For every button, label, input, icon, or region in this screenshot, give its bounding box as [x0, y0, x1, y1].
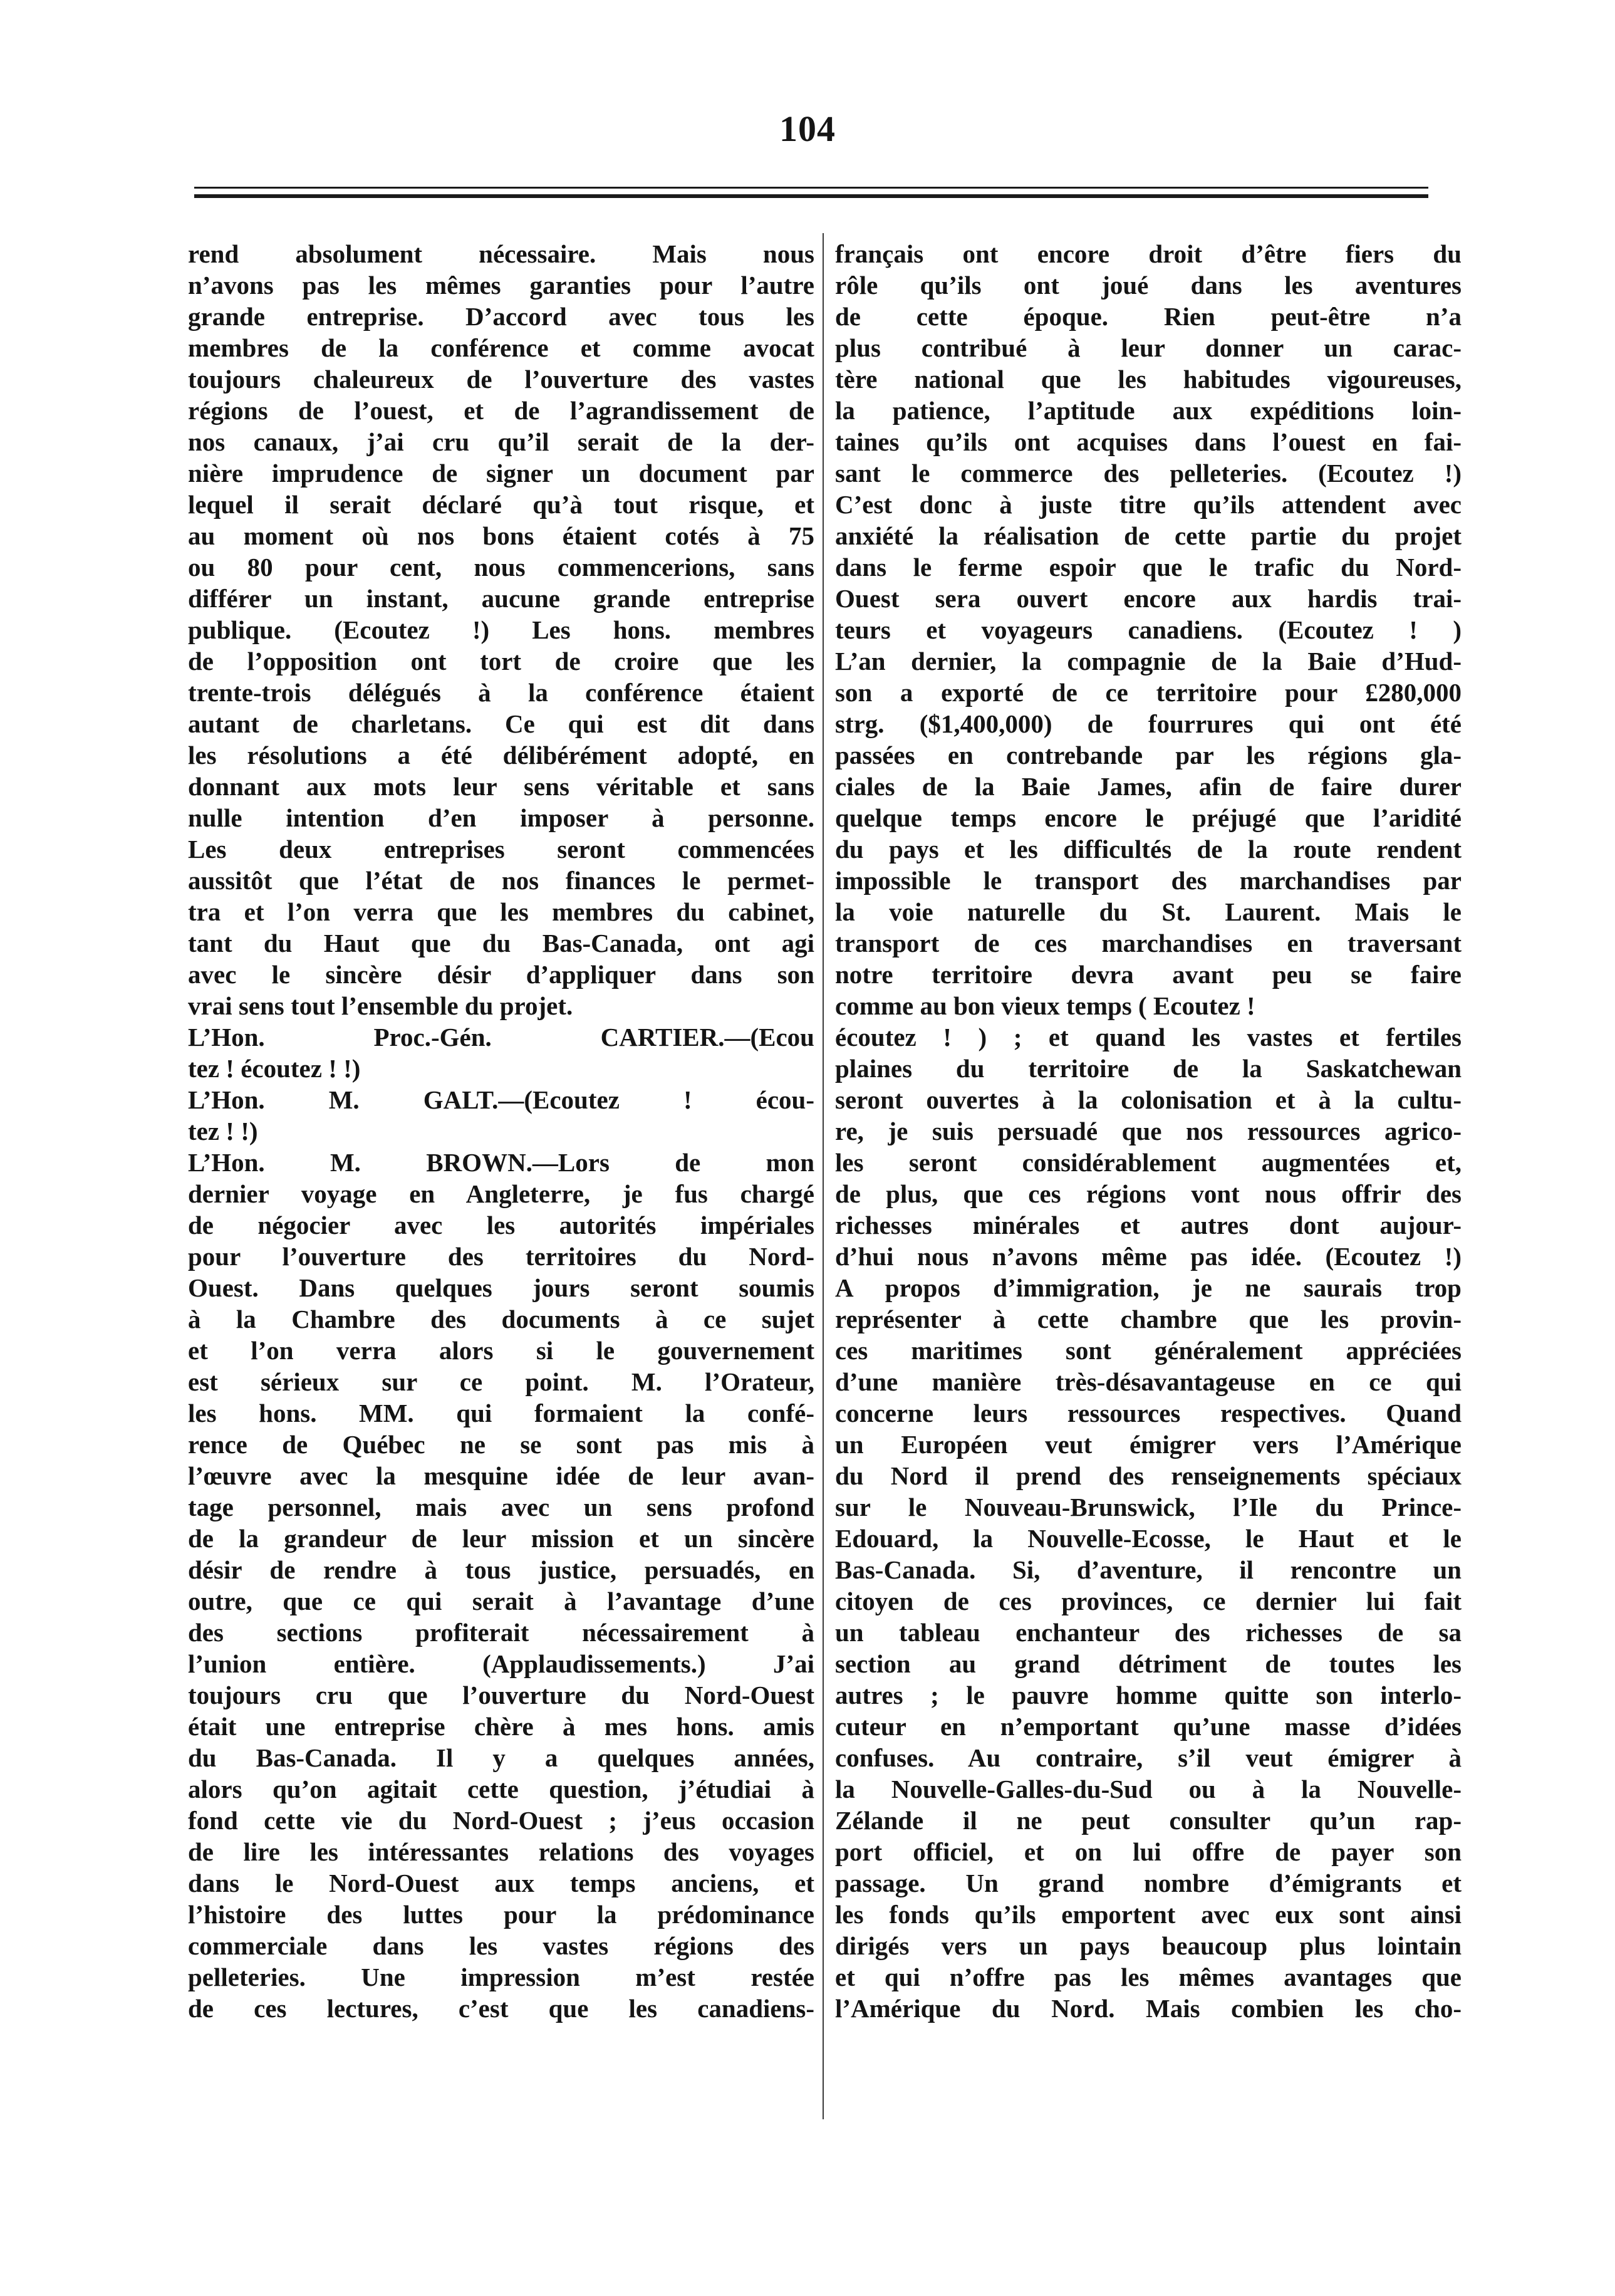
text-line: Edouard, la Nouvelle-Ecosse, le Haut et le	[835, 1524, 1462, 1553]
text-line: ciales de la Baie James, afin de faire durer	[835, 772, 1462, 801]
text-line: nos canaux, j’ai cru qu’il serait de la der-	[188, 427, 814, 456]
text-line: l’histoire des luttes pour la prédominance	[188, 1900, 814, 1929]
text-line: grande entreprise. D’accord avec tous les	[188, 302, 814, 331]
text-line: A propos d’immigration, je ne saurais trop	[835, 1273, 1462, 1302]
text-line: les fonds qu’ils emportent avec eux sont ainsi	[835, 1900, 1462, 1929]
left-column	[188, 238, 814, 2118]
text-line: dirigés vers un pays beaucoup plus lointain	[835, 1931, 1462, 1960]
text-line: d’une manière très-désavantageuse en ce qui	[835, 1367, 1462, 1396]
text-line: et l’on verra alors si le gouvernement	[188, 1336, 814, 1365]
text-line: dans le ferme espoir que le trafic du Nord-	[835, 553, 1462, 582]
text-line: pelleteries. Une impression m’est restée	[188, 1963, 814, 1991]
text-line: fond cette vie du Nord-Ouest ; j’eus occasion	[188, 1806, 814, 1835]
text-line: nulle intention d’en imposer à personne.	[188, 803, 814, 832]
text-line: de lire les intéressantes relations des voyages	[188, 1837, 814, 1866]
text-line: cuteur en n’emportant qu’une masse d’idées	[835, 1712, 1462, 1741]
text-line: notre territoire devra avant peu se faire	[835, 960, 1462, 989]
text-line: la Nouvelle-Galles-du-Sud ou à la Nouvelle-	[835, 1775, 1462, 1803]
text-line: dans le Nord-Ouest aux temps anciens, et	[188, 1869, 814, 1897]
text-line: dernier voyage en Angleterre, je fus chargé	[188, 1179, 814, 1208]
text-line: rend absolument nécessaire. Mais nous	[188, 239, 814, 268]
text-line: transport de ces marchandises en traversant	[835, 929, 1462, 958]
text-line: un Européen veut émigrer vers l’Amérique	[835, 1430, 1462, 1459]
text-line: régions de l’ouest, et de l’agrandissement de	[188, 396, 814, 425]
text-line: la voie naturelle du St. Laurent. Mais le	[835, 897, 1462, 926]
header-rule-thin	[194, 187, 1428, 189]
text-line: Ouest sera ouvert encore aux hardis trai-	[835, 584, 1462, 613]
text-line: un tableau enchanteur des richesses de sa	[835, 1618, 1462, 1647]
header-rule-thick	[194, 194, 1428, 198]
text-line: L’Hon. Proc.-Gén. CARTIER.—(Ecou	[188, 1023, 814, 1051]
text-line: richesses minérales et autres dont aujour-	[835, 1211, 1462, 1239]
text-line: L’an dernier, la compagnie de la Baie d’Hud-	[835, 647, 1462, 676]
text-line: des sections profiterait nécessairement à	[188, 1618, 814, 1647]
text-line: du Nord il prend des renseignements spéciaux	[835, 1461, 1462, 1490]
text-line: était une entreprise chère à mes hons. amis	[188, 1712, 814, 1741]
text-line: confuses. Au contraire, s’il veut émigrer à	[835, 1743, 1462, 1772]
text-line: Ouest. Dans quelques jours seront soumis	[188, 1273, 814, 1302]
text-line: plaines du territoire de la Saskatchewan	[835, 1054, 1462, 1083]
text-line: tère national que les habitudes vigoureuses,	[835, 365, 1462, 394]
text-line: les hons. MM. qui formaient la confé-	[188, 1399, 814, 1427]
text-line: sant le commerce des pelleteries. (Ecoutez !)	[835, 459, 1462, 488]
text-line: re, je suis persuadé que nos ressources agrico-	[835, 1117, 1462, 1145]
text-line: écoutez ! ) ; et quand les vastes et fertiles	[835, 1023, 1462, 1051]
text-line: publique. (Ecoutez !) Les hons. membres	[188, 615, 814, 644]
page-number: 104	[779, 108, 836, 149]
text-line: de cette époque. Rien peut-être n’a	[835, 302, 1462, 331]
text-line: Les deux entreprises seront commencées	[188, 835, 814, 864]
text-line: ou 80 pour cent, nous commencerions, sans	[188, 553, 814, 582]
text-line: les résolutions a été délibérément adopté, en	[188, 741, 814, 770]
text-line: est sérieux sur ce point. M. l’Orateur,	[188, 1367, 814, 1396]
text-line: vrai sens tout l’ensemble du projet.	[188, 991, 573, 1020]
text-line: désir de rendre à tous justice, persuadés, en	[188, 1555, 814, 1584]
text-line: au moment où nos bons étaient cotés à 75	[188, 521, 814, 550]
text-line: sur le Nouveau-Brunswick, l’Ile du Prince-	[835, 1493, 1462, 1521]
text-line: de plus, que ces régions vont nous offrir des	[835, 1179, 1462, 1208]
text-line: l’œuvre avec la mesquine idée de leur avan-	[188, 1461, 814, 1490]
text-line: de l’opposition ont tort de croire que les	[188, 647, 814, 676]
text-line: français ont encore droit d’être fiers du	[835, 239, 1462, 268]
text-line: toujours chaleureux de l’ouverture des vastes	[188, 365, 814, 394]
text-line: et qui n’offre pas les mêmes avantages que	[835, 1963, 1462, 1991]
text-line: tez ! écoutez ! !)	[188, 1054, 361, 1083]
text-line: anxiété la réalisation de cette partie du projet	[835, 521, 1462, 550]
text-line: plus contribué à leur donner un carac-	[835, 333, 1462, 362]
text-line: passage. Un grand nombre d’émigrants et	[835, 1869, 1462, 1897]
column-divider	[823, 233, 824, 2119]
text-line: seront ouvertes à la colonisation et à la cultu-	[835, 1085, 1462, 1114]
right-column	[835, 238, 1462, 2118]
text-line: impossible le transport des marchandises par	[835, 866, 1462, 895]
text-line: trente-trois délégués à la conférence étaient	[188, 678, 814, 707]
text-line: L’Hon. M. GALT.—(Ecoutez ! écou-	[188, 1085, 814, 1114]
text-line: nière imprudence de signer un document par	[188, 459, 814, 488]
text-line: à la Chambre des documents à ce sujet	[188, 1305, 814, 1333]
text-line: membres de la conférence et comme avocat	[188, 333, 814, 362]
text-line: autant de charletans. Ce qui est dit dans	[188, 709, 814, 738]
text-line: rôle qu’ils ont joué dans les aventures	[835, 271, 1462, 300]
text-line: outre, que ce qui serait à l’avantage d’une	[188, 1587, 814, 1615]
text-line: taines qu’ils ont acquises dans l’ouest en fai-	[835, 427, 1462, 456]
text-line: Zélande il ne peut consulter qu’un rap-	[835, 1806, 1462, 1835]
text-line: autres ; le pauvre homme quitte son interlo-	[835, 1681, 1462, 1709]
text-line: aussitôt que l’état de nos finances le permet-	[188, 866, 814, 895]
text-line: son a exporté de ce territoire pour £280,000	[835, 678, 1462, 707]
text-line: de la grandeur de leur mission et un sincère	[188, 1524, 814, 1553]
text-line: l’Amérique du Nord. Mais combien les cho-	[835, 1994, 1462, 2023]
text-line: Bas-Canada. Si, d’aventure, il rencontre un	[835, 1555, 1462, 1584]
text-line: de ces lectures, c’est que les canadiens-	[188, 1994, 814, 2023]
text-line: la patience, l’aptitude aux expéditions loin-	[835, 396, 1462, 425]
text-line: pour l’ouverture des territoires du Nord-	[188, 1242, 814, 1271]
text-line: strg. ($1,400,000) de fourrures qui ont été	[835, 709, 1462, 738]
text-line: port officiel, et on lui offre de payer son	[835, 1837, 1462, 1866]
text-line: avec le sincère désir d’appliquer dans son	[188, 960, 814, 989]
text-line: quelque temps encore le préjugé que l’aridité	[835, 803, 1462, 832]
text-line: tage personnel, mais avec un sens profond	[188, 1493, 814, 1521]
text-line: différer un instant, aucune grande entreprise	[188, 584, 814, 613]
text-line: citoyen de ces provinces, ce dernier lui fait	[835, 1587, 1462, 1615]
text-line: ces maritimes sont généralement appréciées	[835, 1336, 1462, 1365]
text-line: donnant aux mots leur sens véritable et sans	[188, 772, 814, 801]
text-line: du Bas-Canada. Il y a quelques années,	[188, 1743, 814, 1772]
text-line: lequel il serait déclaré qu’à tout risque, et	[188, 490, 814, 519]
text-line: section au grand détriment de toutes les	[835, 1649, 1462, 1678]
text-line: alors qu’on agitait cette question, j’étudiai à	[188, 1775, 814, 1803]
text-line: comme au bon vieux temps ( Ecoutez !	[835, 991, 1255, 1020]
text-line: C’est donc à juste titre qu’ils attendent avec	[835, 490, 1462, 519]
text-line: n’avons pas les mêmes garanties pour l’autre	[188, 271, 814, 300]
text-line: de négocier avec les autorités impériales	[188, 1211, 814, 1239]
text-line: tez ! !)	[188, 1117, 258, 1145]
text-line: teurs et voyageurs canadiens. (Ecoutez ! )	[835, 615, 1462, 644]
text-line: tant du Haut que du Bas-Canada, ont agi	[188, 929, 814, 958]
text-line: toujours cru que l’ouverture du Nord-Ouest	[188, 1681, 814, 1709]
text-line: du pays et les difficultés de la route rendent	[835, 835, 1462, 864]
text-line: rence de Québec ne se sont pas mis à	[188, 1430, 814, 1459]
text-line: commerciale dans les vastes régions des	[188, 1931, 814, 1960]
text-line: d’hui nous n’avons même pas idée. (Ecoutez !)	[835, 1242, 1462, 1271]
text-line: les seront considérablement augmentées et,	[835, 1148, 1462, 1177]
text-line: passées en contrebande par les régions gla-	[835, 741, 1462, 770]
text-line: concerne leurs ressources respectives. Quand	[835, 1399, 1462, 1427]
text-line: représenter à cette chambre que les provin-	[835, 1305, 1462, 1333]
text-line: l’union entière. (Applaudissements.) J’ai	[188, 1649, 814, 1678]
text-line: tra et l’on verra que les membres du cabinet,	[188, 897, 814, 926]
text-line: L’Hon. M. BROWN.—Lors de mon	[188, 1148, 814, 1177]
